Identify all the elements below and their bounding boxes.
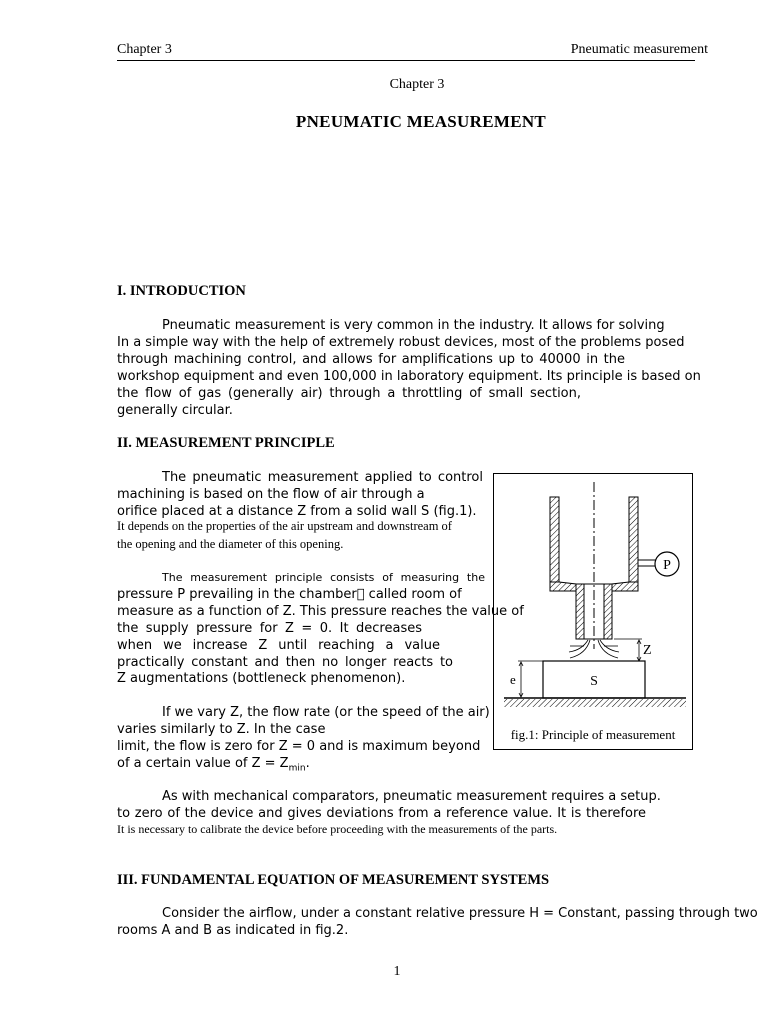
fundamental-line-2: rooms A and B as indicated in fig.2. <box>117 923 349 938</box>
intro-line-5: the flow of gas (generally air) through a throttling of small section, <box>117 386 581 401</box>
fundamental-line-1: Consider the airflow, under a constant relative pressure H = Constant, passing through two <box>162 906 758 921</box>
figure-1 <box>493 473 693 750</box>
z-dimension <box>614 639 642 661</box>
e-label: e <box>510 672 516 687</box>
principle-p3-line-2: varies similarly to Z. In the case <box>117 722 326 737</box>
gauge-pipe <box>638 560 656 566</box>
page-number: 1 <box>393 964 401 979</box>
section-heading-fundamental: III. FUNDAMENTAL EQUATION OF MEASUREMENT SYSTEMS <box>117 872 550 888</box>
running-header-left: Chapter 3 <box>117 42 172 57</box>
principle-p2-line-2: pressure P prevailing in the chamber called room of <box>117 587 454 602</box>
chapter-label: Chapter 3 <box>389 77 445 92</box>
principle-p3-line-1: If we vary Z, the flow rate (or the speed of the air) <box>162 705 490 720</box>
principle-p1-line-3: orifice placed at a distance Z from a solid wall S (fig.1). <box>117 504 477 519</box>
zmin-subscript: min <box>288 763 306 774</box>
header-rule <box>117 60 695 61</box>
workpiece-label: S <box>590 674 598 689</box>
intro-line-1: Pneumatic measurement is very common in the industry. It allows for solving <box>162 318 665 333</box>
principle-p3-line-4 <box>117 755 310 778</box>
principle-p4-line-1: As with mechanical comparators, pneumatic measurement requires a setup. <box>162 789 661 804</box>
principle-p4-line-3: It is necessary to calibrate the device before proceeding with the measurements of the parts. <box>117 822 558 836</box>
ground-hatch <box>504 699 686 707</box>
principle-p3-text: of a certain value of Z = Z <box>117 756 289 771</box>
e-dimension <box>518 661 543 697</box>
principle-p2-line-7: Z augmentations (bottleneck phenomenon). <box>117 671 406 686</box>
figure-caption: fig.1: Principle of measurement <box>510 727 676 742</box>
principle-p3-line-3: limit, the flow is zero for Z = 0 and is maximum beyond <box>117 739 481 754</box>
principle-p1-line-4: It depends on the properties of the air upstream and downstream of <box>117 519 452 533</box>
intro-line-3: through machining control, and allows for amplifications up to 40000 in the <box>117 352 625 367</box>
principle-p2-line-5: when we increase Z until reaching a value <box>117 638 440 653</box>
section-heading-introduction: I. INTRODUCTION <box>117 283 246 299</box>
principle-p2-line-1: The measurement principle consists of measuring the <box>162 571 485 584</box>
principle-p1-line-5: the opening and the diameter of this opening. <box>117 537 344 551</box>
section-heading-principle: II. MEASUREMENT PRINCIPLE <box>117 435 335 451</box>
pneumatic-diagram <box>494 474 692 749</box>
intro-line-4: workshop equipment and even 100,000 in laboratory equipment. Its principle is based on <box>117 369 701 384</box>
principle-p1-line-1: The pneumatic measurement applied to control <box>162 470 483 485</box>
intro-line-6: generally circular. <box>117 403 233 418</box>
gauge-label: P <box>663 558 671 573</box>
page-title: PNEUMATIC MEASUREMENT <box>295 112 547 131</box>
principle-p2-line-6: practically constant and then no longer reacts to <box>117 655 453 670</box>
principle-p2-line-4: the supply pressure for Z = 0. It decreases <box>117 621 422 636</box>
intro-line-2: In a simple way with the help of extremely robust devices, most of the problems posed <box>117 335 685 350</box>
principle-p1-line-2: machining is based on the flow of air through a <box>117 487 425 502</box>
z-label: Z <box>643 643 652 658</box>
principle-p3-end: . <box>305 756 310 771</box>
principle-p2-line-3: measure as a function of Z. This pressure reaches the value of <box>117 604 524 619</box>
principle-p4-line-2: to zero of the device and gives deviations from a reference value. It is therefore <box>117 806 646 821</box>
running-header-right: Pneumatic measurement <box>570 42 708 57</box>
